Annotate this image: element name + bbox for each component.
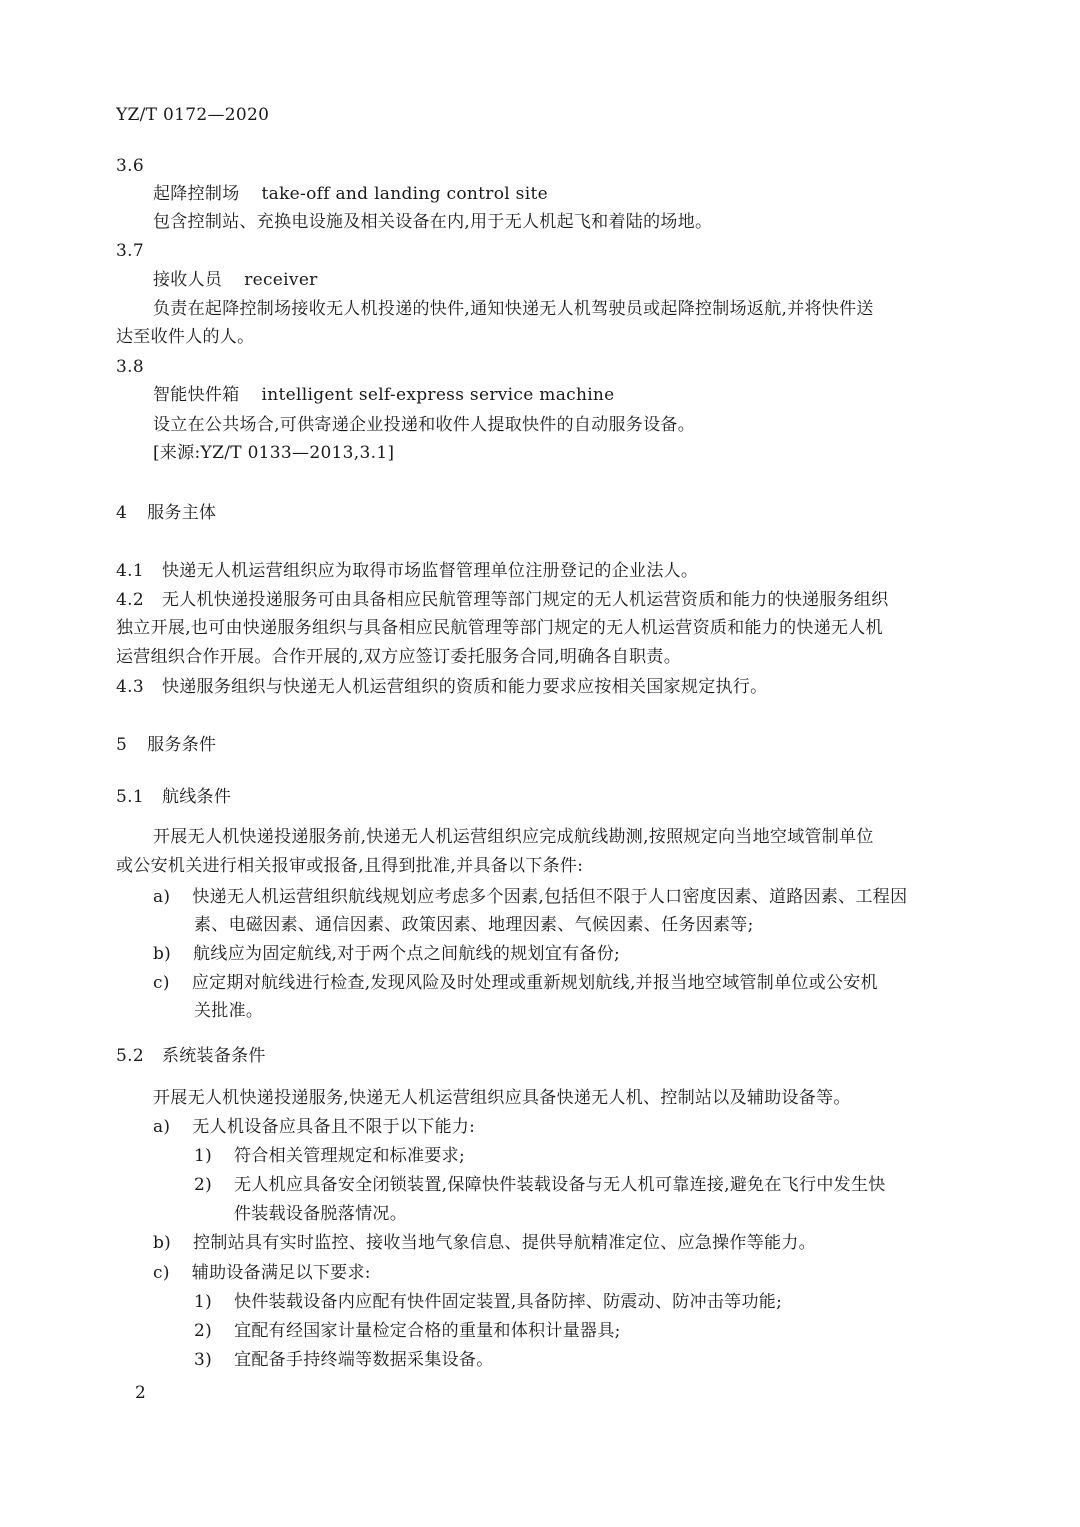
- subsection-heading: 5.1 航线条件: [116, 787, 232, 807]
- term-definition: 设立在公共场合,可供寄递企业投递和收件人提取快件的自动服务设备。: [153, 415, 696, 435]
- list-item: b) 航线应为固定航线,对于两个点之间航线的规划宜有备份;: [153, 944, 621, 964]
- clause-continuation: 独立开展,也可由快递服务组织与具备相应民航管理等部门规定的无人机运营资质和能力的快递无人机: [116, 618, 883, 638]
- section-heading: 5 服务条件: [116, 735, 217, 755]
- clause: 4.1 快递无人机运营组织应为取得市场监督管理单位注册登记的企业法人。: [116, 561, 699, 581]
- term-title: [153, 269, 318, 291]
- term-definition: 包含控制站、充换电设施及相关设备在内,用于无人机起飞和着陆的场地。: [153, 212, 713, 232]
- clause: 4.2 无人机快递投递服务可由具备相应民航管理等部门规定的无人机运营资质和能力的快递服务组织: [116, 590, 889, 610]
- term-number: 3.8: [116, 357, 144, 377]
- term-en: intelligent self-express service machine: [261, 385, 615, 405]
- term-title: [153, 183, 548, 205]
- list-item: c) 应定期对航线进行检查,发现风险及时处理或重新规划航线,并报当地空域管制单位或公安机: [153, 973, 878, 993]
- clause-continuation: 运营组织合作开展。合作开展的,双方应签订委托服务合同,明确各自职责。: [116, 647, 682, 667]
- list-item: c) 辅助设备满足以下要求:: [153, 1263, 371, 1283]
- term-source: [来源:YZ/T 0133—2013,3.1]: [153, 443, 395, 463]
- term-number: 3.7: [116, 241, 144, 261]
- term-zh: 接收人员: [153, 270, 223, 290]
- sub-list-item: 3) 宜配备手持终端等数据采集设备。: [194, 1350, 494, 1370]
- sub-list-item: 2) 宜配有经国家计量检定合格的重量和体积计量器具;: [194, 1321, 621, 1341]
- paragraph: 开展无人机快递投递服务前,快递无人机运营组织应完成航线勘测,按照规定向当地空域管制单位: [153, 827, 874, 847]
- term-definition: 达至收件人的人。: [116, 327, 255, 347]
- clause: 4.3 快递服务组织与快递无人机运营组织的资质和能力要求应按相关国家规定执行。: [116, 677, 768, 697]
- list-item: a) 快递无人机运营组织航线规划应考虑多个因素,包括但不限于人口密度因素、道路因素、工程因: [153, 887, 908, 907]
- list-item: a) 无人机设备应具备且不限于以下能力:: [153, 1117, 476, 1137]
- list-item: b) 控制站具有实时监控、接收当地气象信息、提供导航精准定位、应急操作等能力。: [153, 1233, 816, 1253]
- list-item-continuation: 关批准。: [194, 1001, 264, 1021]
- sub-list-item: 1) 快件装载设备内应配有快件固定装置,具备防摔、防震动、防冲击等功能;: [194, 1292, 783, 1312]
- paragraph: 或公安机关进行相关报审或报备,且得到批准,并具备以下条件:: [116, 856, 584, 876]
- term-definition: 负责在起降控制场接收无人机投递的快件,通知快递无人机驾驶员或起降控制场返航,并将快件送: [153, 299, 874, 319]
- term-en: take-off and landing control site: [261, 184, 548, 204]
- section-heading: 4 服务主体: [116, 503, 217, 523]
- page-number: 2: [135, 1383, 147, 1403]
- list-item-continuation: 素、电磁因素、通信因素、政策因素、地理因素、气候因素、任务因素等;: [194, 915, 754, 935]
- paragraph: 开展无人机快递投递服务,快递无人机运营组织应具备快递无人机、控制站以及辅助设备等。: [153, 1088, 851, 1108]
- standard-code-header: YZ/T 0172—2020: [116, 105, 270, 125]
- term-title: [153, 384, 615, 406]
- sub-list-item: 2) 无人机应具备安全闭锁装置,保障快件装载设备与无人机可靠连接,避免在飞行中发生快: [194, 1175, 886, 1195]
- term-number: 3.6: [116, 156, 144, 176]
- term-zh: 起降控制场: [153, 184, 240, 204]
- sub-list-item: 1) 符合相关管理规定和标准要求;: [194, 1146, 465, 1166]
- term-zh: 智能快件箱: [153, 385, 240, 405]
- subsection-heading: 5.2 系统装备条件: [116, 1046, 266, 1066]
- term-en: receiver: [244, 270, 318, 290]
- sub-list-item-continuation: 件装载设备脱落情况。: [234, 1204, 407, 1224]
